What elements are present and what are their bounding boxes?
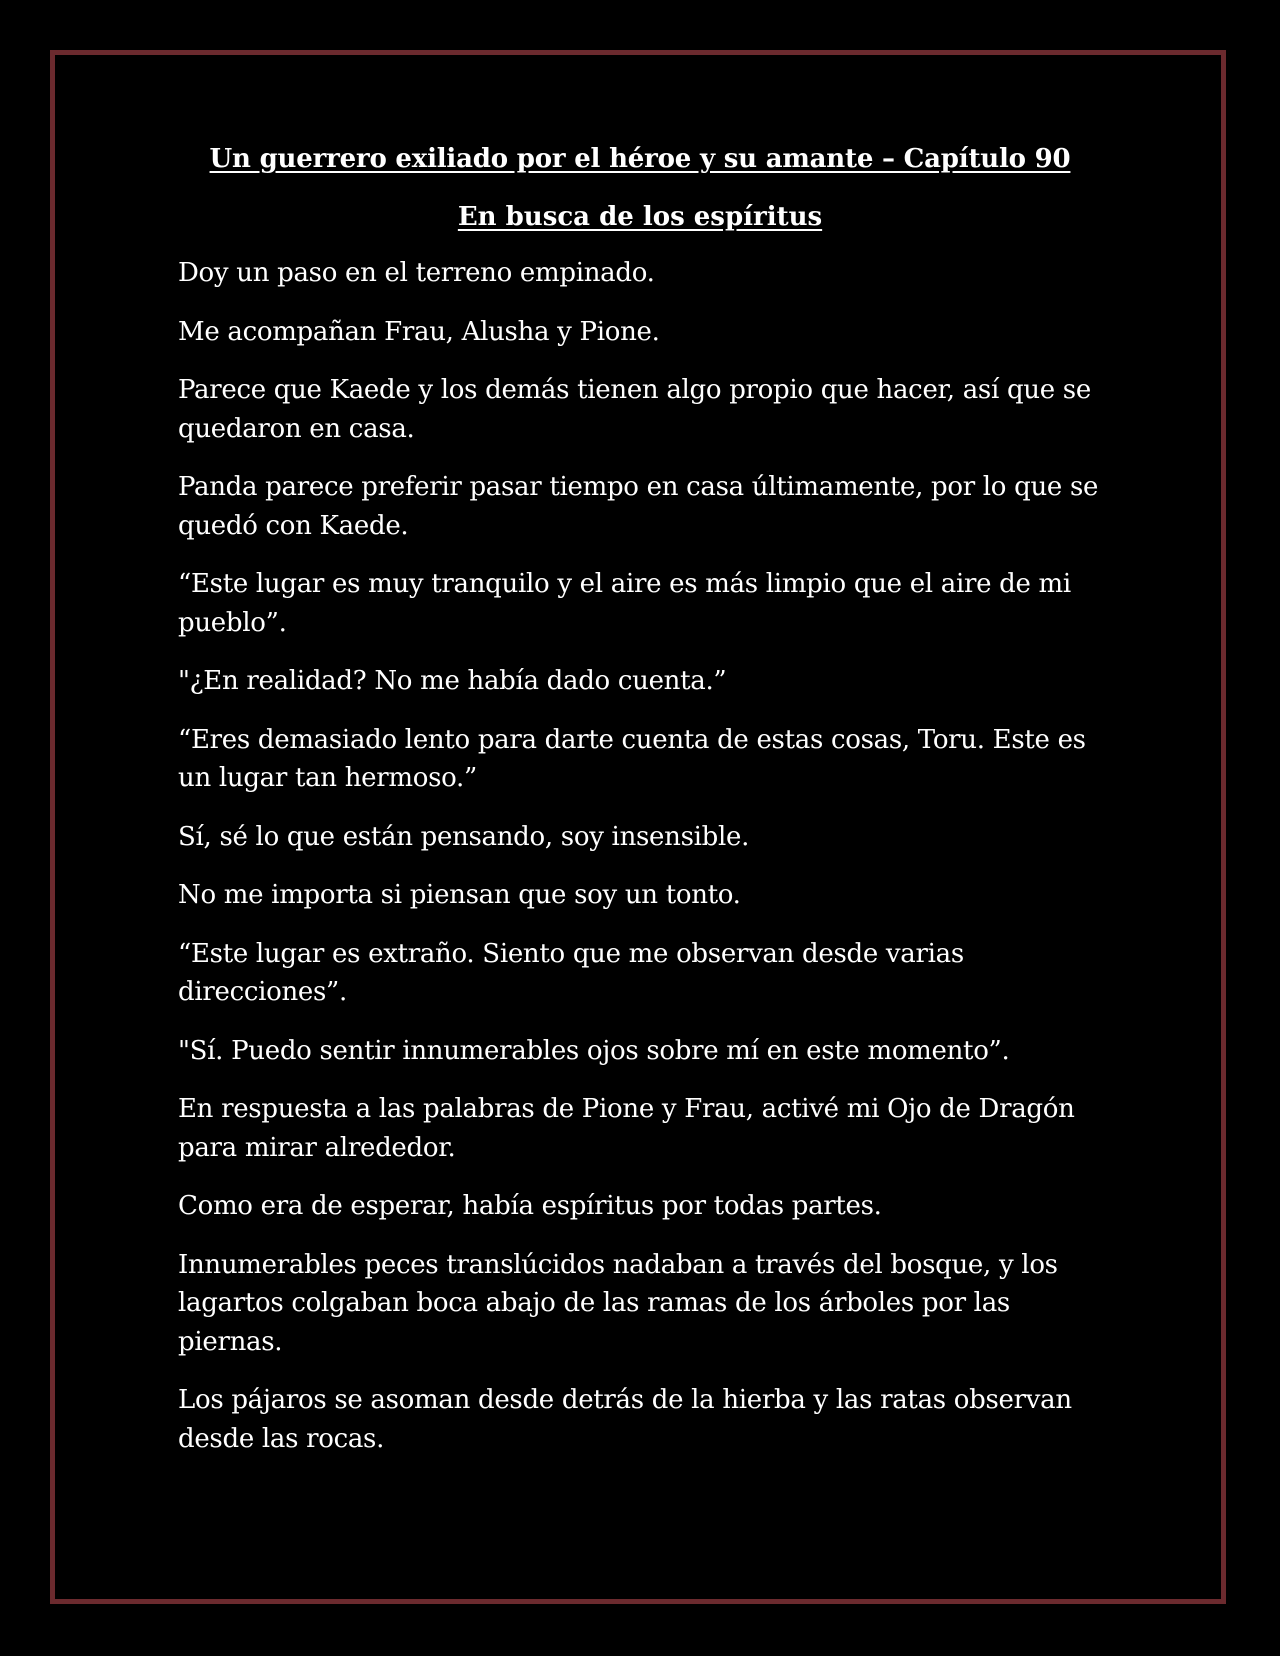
paragraph: No me importa si piensan que soy un tonto.	[178, 880, 741, 910]
paragraph: “Eres demasiado lento para darte cuenta de estas cosas, Toru. Este es un lugar tan hermoso.”	[178, 724, 1086, 793]
paragraph: Innumerables peces translúcidos nadaban a través del bosque, y los lagartos colgaban boca abajo de las ramas de los árboles por las piernas.	[178, 1249, 1058, 1357]
paragraph: “Este lugar es muy tranquilo y el aire es más limpio que el aire de mi pueblo”.	[178, 569, 1071, 638]
paragraph: "¿En realidad? No me había dado cuenta.”	[178, 666, 727, 696]
paragraph: "Sí. Puedo sentir innumerables ojos sobre mí en este momento”.	[178, 1035, 1010, 1066]
paragraph: Como era de esperar, había espíritus por todas partes.	[178, 1191, 882, 1221]
paragraph: Doy un paso en el terreno empinado.	[178, 258, 655, 288]
paragraph: Los pájaros se asoman desde detrás de la hierba y las ratas observan desde las rocas.	[178, 1385, 1072, 1454]
paragraph: “Este lugar es extraño. Siento que me observan desde varias direcciones”.	[178, 938, 964, 1007]
paragraph: Panda parece preferir pasar tiempo en casa últimamente, por lo que se quedó con Kaede.	[178, 472, 1099, 541]
chapter-title: Un guerrero exiliado por el héroe y su amante – Capítulo 90	[209, 144, 1071, 174]
chapter-subtitle: En busca de los espíritus	[457, 202, 823, 232]
paragraph: Parece que Kaede y los demás tienen algo propio que hacer, así que se quedaron en casa.	[178, 375, 1091, 444]
paragraph: Me acompañan Frau, Alusha y Pione.	[178, 316, 660, 347]
paragraph: En respuesta a las palabras de Pione y Frau, activé mi Ojo de Dragón para mirar alrededor.	[178, 1094, 1075, 1163]
document-content	[178, 140, 1102, 1478]
paragraph: Sí, sé lo que están pensando, soy insensible.	[178, 821, 750, 852]
